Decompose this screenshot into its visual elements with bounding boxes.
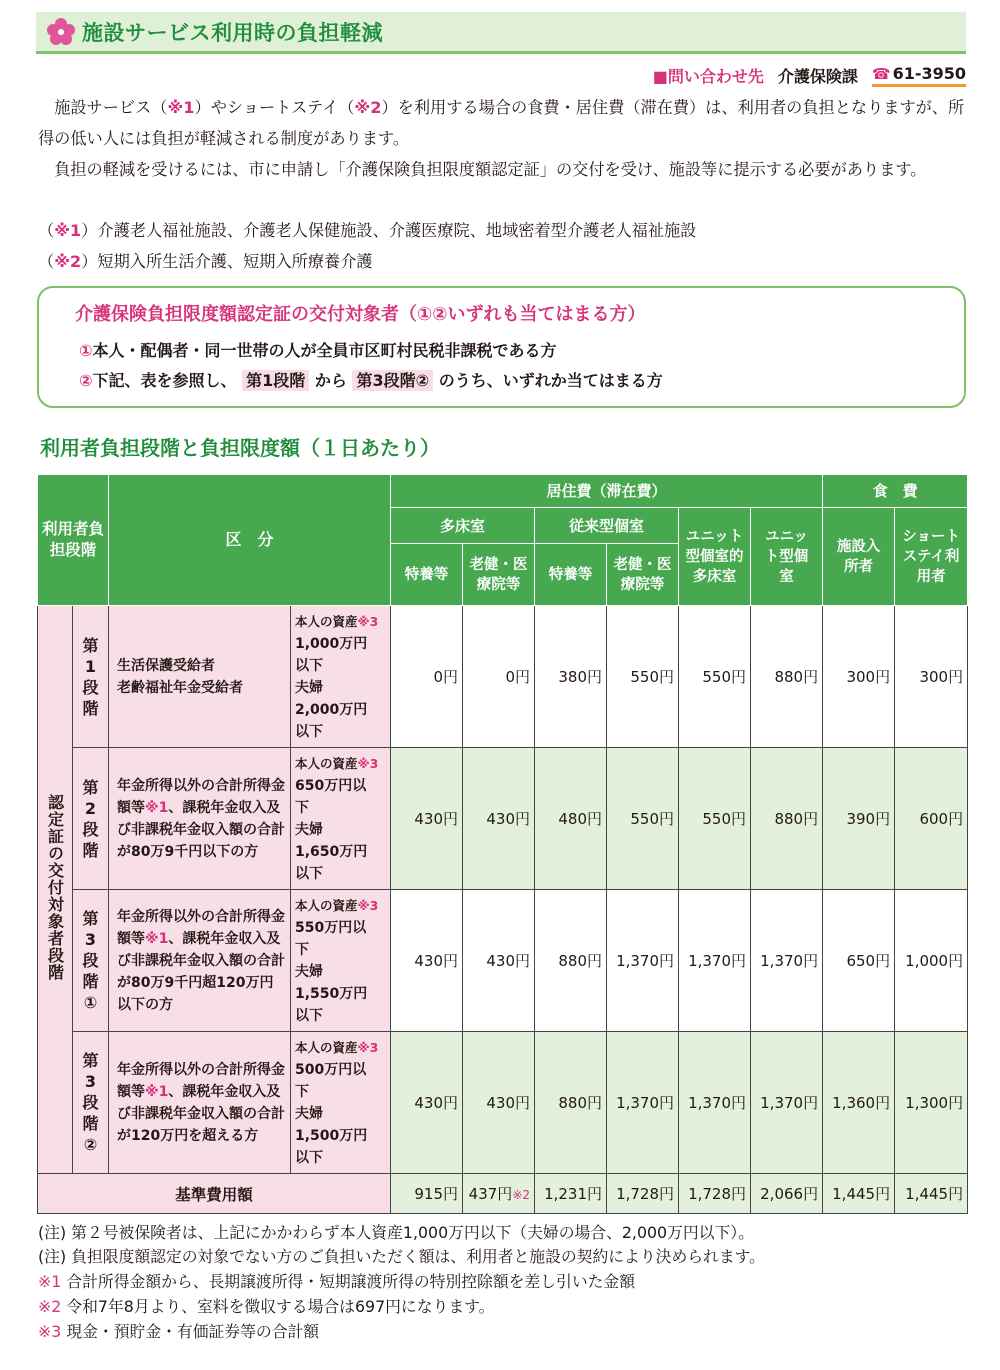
asset-cell: 本人の資産※3 650万円以下 夫婦 1,650万円以下 xyxy=(291,748,391,890)
stage-cell: 第1段階 xyxy=(73,606,109,748)
eligibility-condition-2: ②下記、表を参照し、 第1段階 から 第3段階② のうち、いずれか当てはまる方 xyxy=(79,371,663,390)
header-shokuhi: 食 費 xyxy=(823,475,968,508)
value-cell: 480円 xyxy=(535,748,607,890)
value-cell: 300円 xyxy=(895,606,968,748)
eligibility-title: 介護保険負担限度額認定証の交付対象者（①②いずれも当てはまる方） xyxy=(75,304,646,325)
asset-cell: 本人の資産※3 1,000万円以下 夫婦 2,000万円以下 xyxy=(291,606,391,748)
desc-cell: 生活保護受給者 老齢福祉年金受給者 xyxy=(109,606,291,748)
desc-cell: 年金所得以外の合計所得金額等※1、課税年金収入及び非課税年金収入額の合計が120万円を超える方 xyxy=(109,1032,291,1174)
sakura-flower-icon xyxy=(46,17,76,47)
footnote: ※3 現金・預貯金・有価証券等の合計額 xyxy=(38,1322,320,1341)
value-cell: 1,370円 xyxy=(751,890,823,1032)
header-jurai: 従来型個室 xyxy=(535,508,679,544)
header-tokuyo-2: 特養等 xyxy=(535,544,607,606)
eligibility-box xyxy=(37,286,966,408)
value-cell: 430円 xyxy=(391,748,463,890)
value-cell: 550円 xyxy=(607,748,679,890)
eligibility-condition-1: ①本人・配偶者・同一世帯の人が全員市区町村民税非課税である方 xyxy=(79,341,557,360)
note-1: （※1）介護老人福祉施設、介護老人保健施設、介護医療院、地域密着型介護老人福祉施設 xyxy=(38,221,697,240)
header-shisetsu: 施設入所者 xyxy=(823,508,895,606)
desc-cell: 年金所得以外の合計所得金額等※1、課税年金収入及び非課税年金収入額の合計が80万9千円超120万円以下の方 xyxy=(109,890,291,1032)
table-section-title: 利用者負担段階と負担限度額（１日あたり） xyxy=(40,436,440,460)
value-cell: 1,370円 xyxy=(679,1032,751,1174)
desc-cell: 年金所得以外の合計所得金額等※1、課税年金収入及び非課税年金収入額の合計が80万9千円以下の方 xyxy=(109,748,291,890)
value-cell: 1,370円 xyxy=(751,1032,823,1174)
base-value-cell: 1,231円 xyxy=(535,1174,607,1214)
base-label-cell: 基準費用額 xyxy=(38,1174,391,1214)
value-cell: 300円 xyxy=(823,606,895,748)
stage-cell: 第2段階 xyxy=(73,748,109,890)
value-cell: 0円 xyxy=(463,606,535,748)
asset-cell: 本人の資産※3 550万円以下 夫婦 1,550万円以下 xyxy=(291,890,391,1032)
intro-paragraph-1: 施設サービス（※1）やショートステイ（※2）を利用する場合の食費・居住費（滞在費）は、利用者の負担となりますが、所得の低い人には負担が軽減される制度があります。 xyxy=(38,98,965,148)
phone-icon: ☎ xyxy=(871,64,891,83)
note-2: （※2）短期入所生活介護、短期入所療養介護 xyxy=(38,252,373,271)
value-cell: 650円 xyxy=(823,890,895,1032)
footnote: (注) 第２号被保険者は、上記にかかわらず本人資産1,000万円以下（夫婦の場合、2,000万円以下）。 xyxy=(38,1223,754,1242)
tel-number: 61-3950 xyxy=(892,64,966,83)
footnote: (注) 負担限度額認定の対象でない方のご負担いただく額は、利用者と施設の契約により決められます。 xyxy=(38,1247,765,1266)
value-cell: 1,370円 xyxy=(607,890,679,1032)
header-tashoshitsu: 多床室 xyxy=(391,508,535,544)
value-cell: 430円 xyxy=(463,748,535,890)
value-cell: 0円 xyxy=(391,606,463,748)
value-cell: 380円 xyxy=(535,606,607,748)
footnote: ※2 令和7年8月より、室料を徴収する場合は697円になります。 xyxy=(38,1297,495,1316)
stage-cell: 第3段階① xyxy=(73,890,109,1032)
value-cell: 430円 xyxy=(463,1032,535,1174)
stage-cell: 第3段階② xyxy=(73,1032,109,1174)
base-value-cell: 2,066円 xyxy=(751,1174,823,1214)
value-cell: 430円 xyxy=(391,1032,463,1174)
header-kyoju: 居住費（滞在費） xyxy=(391,475,823,508)
table-row xyxy=(38,890,968,1032)
value-cell: 1,000円 xyxy=(895,890,968,1032)
base-value-cell: 1,728円 xyxy=(679,1174,751,1214)
table-row xyxy=(38,748,968,890)
value-cell: 1,300円 xyxy=(895,1032,968,1174)
base-value-cell: 1,445円 xyxy=(823,1174,895,1214)
header-roken-2: 老健・医療院等 xyxy=(607,544,679,606)
header-kubun: 区 分 xyxy=(109,475,391,606)
asset-cell: 本人の資産※3 500万円以下 夫婦 1,500万円以下 xyxy=(291,1032,391,1174)
intro-paragraph-2: 負担の軽減を受けるには、市に申請し「介護保険負担限度額認定証」の交付を受け、施設等に提示する必要があります。 xyxy=(54,160,927,179)
contact-info xyxy=(653,64,966,87)
contact-tel[interactable] xyxy=(872,64,966,87)
value-cell: 550円 xyxy=(679,748,751,890)
value-cell: 430円 xyxy=(391,890,463,1032)
value-cell: 430円 xyxy=(463,890,535,1032)
value-cell: 390円 xyxy=(823,748,895,890)
value-cell: 880円 xyxy=(751,606,823,748)
table-row xyxy=(38,606,968,748)
header-unit-koshitsu: ユニット型個室 xyxy=(751,508,823,606)
value-cell: 1,370円 xyxy=(679,890,751,1032)
value-cell: 880円 xyxy=(751,748,823,890)
value-cell: 1,360円 xyxy=(823,1032,895,1174)
left-label-cell: 認定証の交付対象者段階 xyxy=(38,606,73,1174)
value-cell: 550円 xyxy=(679,606,751,748)
header-short: ショートステイ利用者 xyxy=(895,508,968,606)
base-value-cell: 915円 xyxy=(391,1174,463,1214)
table-row-base xyxy=(38,1174,968,1214)
section-title-bar xyxy=(36,12,966,54)
table-row xyxy=(38,1032,968,1174)
header-tokuyo-1: 特養等 xyxy=(391,544,463,606)
header-stage: 利用者負担段階 xyxy=(38,475,109,606)
page-title: 施設サービス利用時の負担軽減 xyxy=(82,20,383,45)
header-roken-1: 老健・医療院等 xyxy=(463,544,535,606)
footnote: ※1 合計所得金額から、長期譲渡所得・短期譲渡所得の特別控除額を差し引いた金額 xyxy=(38,1272,636,1291)
header-unit-tasho: ユニット型個室的多床室 xyxy=(679,508,751,606)
base-value-cell: 437円※2 xyxy=(463,1174,535,1214)
base-value-cell: 1,445円 xyxy=(895,1174,968,1214)
value-cell: 600円 xyxy=(895,748,968,890)
value-cell: 1,370円 xyxy=(607,1032,679,1174)
value-cell: 550円 xyxy=(607,606,679,748)
value-cell: 880円 xyxy=(535,1032,607,1174)
contact-label: ■問い合わせ先 xyxy=(652,67,764,86)
value-cell: 880円 xyxy=(535,890,607,1032)
burden-limit-table xyxy=(37,474,968,1214)
contact-dept: 介護保険課 xyxy=(777,67,858,86)
base-value-cell: 1,728円 xyxy=(607,1174,679,1214)
